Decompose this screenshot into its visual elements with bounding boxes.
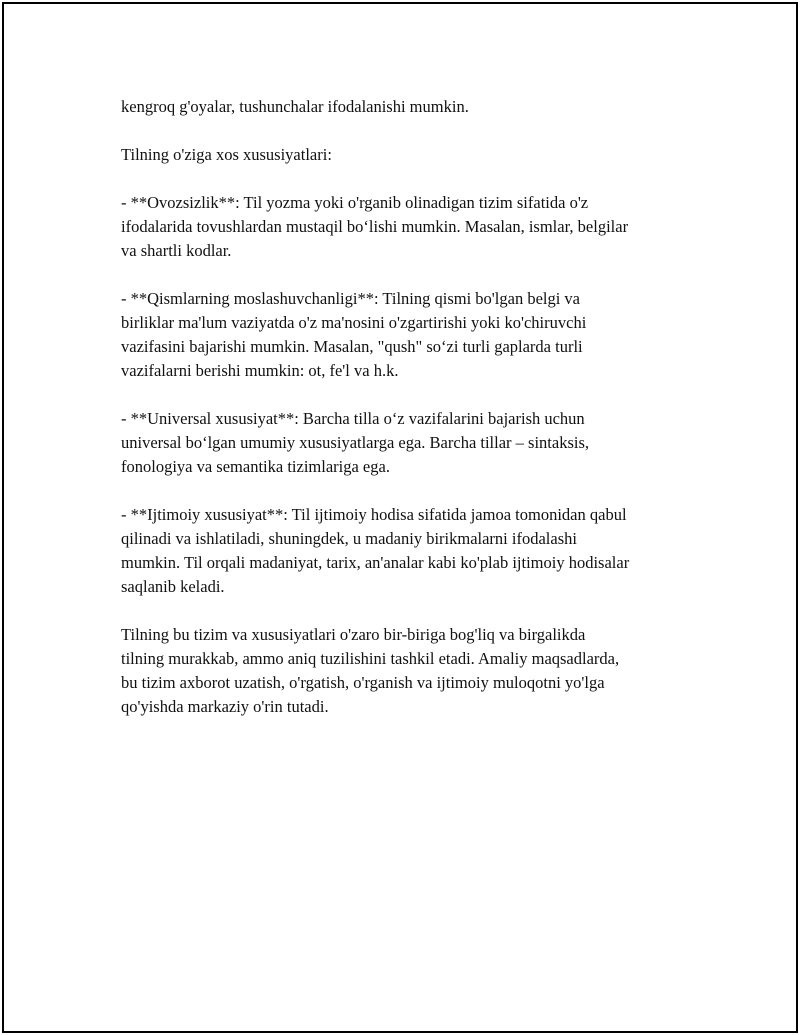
paragraph-heading: Tilning o'ziga xos xususiyatlari:: [121, 145, 332, 164]
paragraph-universal-xususiyat: - **Universal xususiyat**: Barcha tilla o‘z vazifalarini bajarish uchun universal bo‘lgan umumiy xususiyatlarga ega. Barcha tillar – sintaksis, fonologiya va semantika tizimlariga ega.: [121, 409, 590, 476]
paragraph-qismlarning-moslashuvchanligi: - **Qismlarning moslashuvchanligi**: Tilning qismi bo'lgan belgi va birliklar ma'lum vaziyatda o'z ma'nosini o'zgartirishi yoki ko'chiruvchi vazifasini bajarishi mumkin. Masalan, "qush" so‘zi turli gaplarda turli vazifalarni berishi mumkin: ot, fe'l va h.k.: [121, 289, 587, 380]
page-frame: [2, 2, 798, 1033]
paragraph-continuation: kengroq g'oyalar, tushunchalar ifodalanishi mumkin.: [121, 97, 469, 116]
paragraph-conclusion: Tilning bu tizim va xususiyatlari o'zaro bir-biriga bog'liq va birgalikda tilning murakkab, ammo aniq tuzilishini tashkil etadi. Amaliy maqsadlarda, bu tizim axborot uzatish, o'rgatish, o'rganish va ijtimoiy muloqotni yo'lga qo'yishda markaziy o'rin tutadi.: [121, 625, 620, 716]
document-body: [121, 95, 701, 743]
paragraph-ijtimoiy-xususiyat: - **Ijtimoiy xususiyat**: Til ijtimoiy hodisa sifatida jamoa tomonidan qabul qilinadi va ishlatiladi, shuningdek, u madaniy birikmalarni ifodalashi mumkin. Til orqali madaniyat, tarix, an'analar kabi ko'plab ijtimoiy hodisalar saqlanib keladi.: [121, 505, 630, 596]
paragraph-ovozsizlik: - **Ovozsizlik**: Til yozma yoki o'rganib olinadigan tizim sifatida o'z ifodalarida tovushlardan mustaqil bo‘lishi mumkin. Masalan, ismlar, belgilar va shartli kodlar.: [121, 193, 629, 260]
